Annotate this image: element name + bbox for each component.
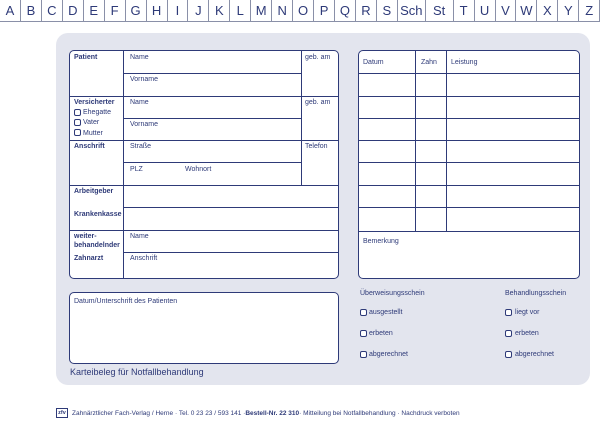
index-letter-d: D — [63, 0, 84, 22]
index-letter-h: H — [147, 0, 168, 22]
index-letter-l: L — [230, 0, 251, 22]
patient-data-box — [69, 50, 339, 279]
alphabet-index-strip — [0, 0, 600, 22]
table-row-line — [359, 118, 580, 119]
index-letter-p: P — [314, 0, 335, 22]
referral-billed-checkbox[interactable] — [360, 351, 367, 358]
mutter-checkbox[interactable] — [74, 129, 81, 136]
table-row-line — [359, 140, 580, 141]
referring-dentist-label-1: weiter- — [74, 233, 97, 240]
treatment-billed-checkbox[interactable] — [505, 351, 512, 358]
form-description: · Mitteilung bei Notfallbehandlung · Nachdruck verboten — [299, 409, 460, 417]
city-label: Wohnort — [185, 166, 212, 173]
insured-firstname-label: Vorname — [130, 121, 159, 128]
order-number: Bestell-Nr. 22 310 — [245, 409, 300, 417]
ehegatte-label: Ehegatte — [83, 109, 112, 116]
patient-section-line — [70, 96, 339, 97]
index-letter-j: J — [188, 0, 209, 22]
date-column-divider — [415, 51, 416, 231]
referral-issued-label: ausgestellt — [369, 309, 403, 316]
signature-label: Datum/Unterschrift des Patienten — [74, 298, 178, 305]
vater-checkbox[interactable] — [74, 119, 81, 126]
index-letter-c: C — [42, 0, 63, 22]
index-letter-b: B — [21, 0, 42, 22]
patient-name-label: Name — [130, 54, 149, 61]
remarks-label: Bemerkung — [363, 238, 399, 245]
insurer-section-line — [70, 230, 339, 231]
index-letter-st: St — [426, 0, 454, 22]
index-letter-w: W — [516, 0, 537, 22]
footer — [56, 404, 460, 422]
index-letter-m: M — [251, 0, 272, 22]
referring-dentist-label-3: Zahnarzt — [74, 255, 104, 262]
address-label: Anschrift — [74, 143, 105, 150]
index-letter-u: U — [475, 0, 496, 22]
index-letter-q: Q — [335, 0, 356, 22]
dentist-name-label: Name — [130, 233, 149, 240]
treatment-table-box — [358, 50, 580, 279]
publisher-info: Zahnärztlicher Fach-Verlag / Herne · Tel. 0 23 23 / 593 141 · — [72, 409, 246, 417]
index-letter-e: E — [84, 0, 105, 22]
employer-label: Arbeitgeber — [74, 188, 114, 195]
index-letter-k: K — [209, 0, 230, 22]
insured-name-line — [123, 118, 301, 119]
publisher-logo: zfv — [56, 408, 68, 418]
table-row-line — [359, 185, 580, 186]
referral-requested-checkbox[interactable] — [360, 330, 367, 337]
employer-line — [123, 207, 339, 208]
street-label: Straße — [130, 143, 152, 150]
index-letter-v: V — [496, 0, 517, 22]
insured-section-line — [70, 140, 339, 141]
index-letter-n: N — [272, 0, 293, 22]
service-header: Leistung — [451, 59, 478, 66]
referral-billed-label: abgerechnet — [369, 351, 408, 358]
table-row-line — [359, 96, 580, 97]
referral-issued-checkbox[interactable] — [360, 309, 367, 316]
address-section-line — [70, 185, 339, 186]
table-row-line — [359, 162, 580, 163]
treatment-present-label: liegt vor — [515, 309, 540, 316]
index-letter-o: O — [293, 0, 314, 22]
index-letter-r: R — [356, 0, 377, 22]
signature-box — [69, 292, 339, 364]
birthdate-column-divider — [301, 51, 302, 186]
index-letter-a: A — [0, 0, 21, 22]
referring-dentist-label-2: behandelnder — [74, 242, 120, 249]
index-letter-s: S — [377, 0, 398, 22]
index-letter-sch: Sch — [398, 0, 426, 22]
street-line — [123, 162, 301, 163]
health-insurer-label: Krankenkasse — [74, 211, 122, 218]
dentist-address-label: Anschrift — [130, 255, 158, 262]
insured-name-label: Name — [130, 99, 149, 106]
zip-label: PLZ — [130, 166, 143, 173]
tooth-column-divider — [446, 51, 447, 231]
tooth-header: Zahn — [421, 59, 437, 66]
vater-label: Vater — [83, 119, 100, 126]
phone-label: Telefon — [305, 143, 328, 150]
referral-requested-label: erbeten — [369, 330, 393, 337]
patient-firstname-label: Vorname — [130, 76, 159, 83]
index-letter-y: Y — [558, 0, 579, 22]
table-row-line — [359, 207, 580, 208]
referral-slip-title: Überweisungsschein — [360, 290, 425, 297]
index-letter-g: G — [126, 0, 147, 22]
insured-birthdate-label: geb. am — [305, 99, 331, 106]
ehegatte-checkbox[interactable] — [74, 109, 81, 116]
remarks-divider-line — [359, 231, 580, 232]
patient-birthdate-label: geb. am — [305, 54, 331, 61]
treatment-slip-title: Behandlungsschein — [505, 290, 567, 297]
index-letter-f: F — [105, 0, 126, 22]
index-letter-z: Z — [579, 0, 600, 22]
treatment-billed-label: abgerechnet — [515, 351, 554, 358]
dentist-name-line — [123, 252, 339, 253]
insured-label: Versicherter — [74, 99, 115, 106]
date-header: Datum — [363, 59, 384, 66]
table-header-line — [359, 73, 580, 74]
treatment-present-checkbox[interactable] — [505, 309, 512, 316]
patient-label: Patient — [74, 54, 98, 61]
mutter-label: Mutter — [83, 130, 103, 137]
index-letter-x: X — [537, 0, 558, 22]
treatment-requested-label: erbeten — [515, 330, 539, 337]
patient-name-line — [123, 73, 301, 74]
card-title: Karteibeleg für Notfallbehandlung — [70, 367, 204, 377]
label-column-divider — [123, 51, 124, 279]
index-letter-i: I — [168, 0, 189, 22]
index-letter-t: T — [454, 0, 475, 22]
treatment-requested-checkbox[interactable] — [505, 330, 512, 337]
